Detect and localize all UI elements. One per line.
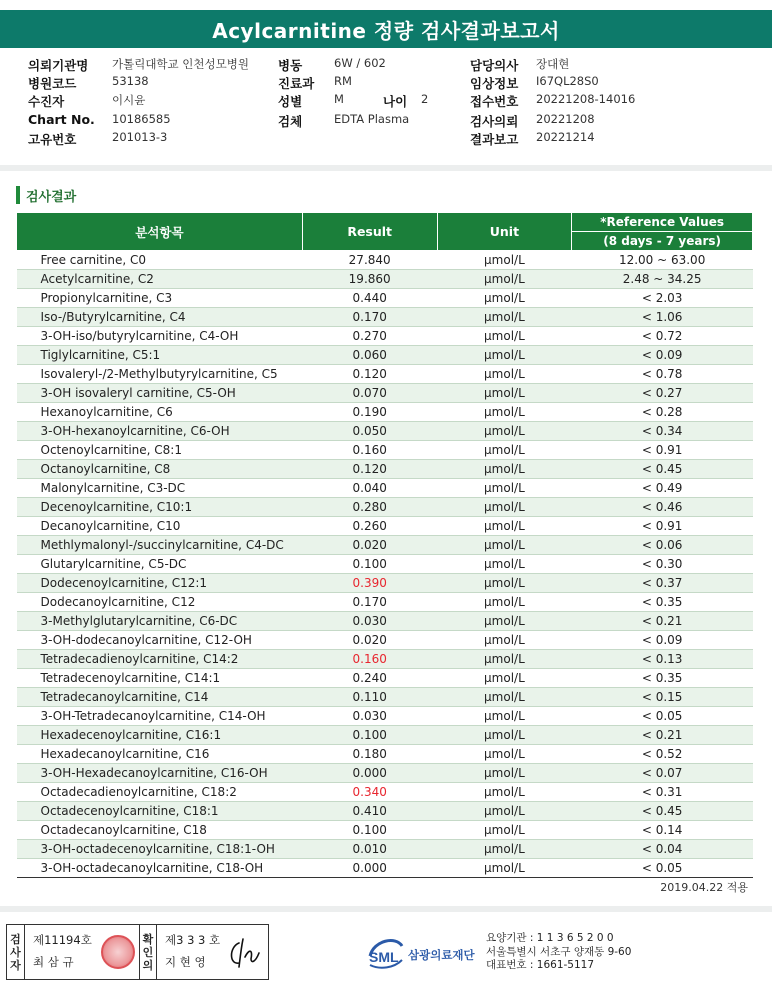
result-value: 0.270	[302, 327, 437, 346]
unit-cell: μmol/L	[437, 517, 572, 536]
result-value: 0.260	[302, 517, 437, 536]
analyte-name: Tetradecanoylcarnitine, C14	[17, 688, 303, 707]
official-seal-icon	[101, 935, 135, 969]
reference-value: < 0.30	[572, 555, 753, 574]
analyte-name: 3-OH-Hexadecanoylcarnitine, C16-OH	[17, 764, 303, 783]
table-row	[17, 289, 753, 308]
table-row	[17, 555, 753, 574]
table-row	[17, 460, 753, 479]
info-row	[28, 112, 758, 130]
confirmer-name: 지 현 영	[165, 955, 206, 969]
org-name: 삼광의료재단	[408, 948, 475, 962]
result-value: 0.240	[302, 669, 437, 688]
table-row	[17, 593, 753, 612]
reference-value: < 0.46	[572, 498, 753, 517]
analyte-name: 3-OH-iso/butyrylcarnitine, C4-OH	[17, 327, 303, 346]
patient-info	[28, 56, 758, 156]
tester-name: 최 삼 규	[33, 955, 74, 969]
reference-value: < 0.07	[572, 764, 753, 783]
unit-cell: μmol/L	[437, 479, 572, 498]
tester-label	[7, 925, 25, 979]
unit-cell: μmol/L	[437, 346, 572, 365]
analyte-name: 3-OH-dodecanoylcarnitine, C12-OH	[17, 631, 303, 650]
analyte-name: Tiglylcarnitine, C5:1	[17, 346, 303, 365]
info-label: 담당의사	[470, 58, 519, 73]
unit-cell: μmol/L	[437, 403, 572, 422]
unit-cell: μmol/L	[437, 859, 572, 878]
reference-value: < 0.04	[572, 840, 753, 859]
unit-cell: μmol/L	[437, 365, 572, 384]
analyte-name: Malonylcarnitine, C3-DC	[17, 479, 303, 498]
table-row	[17, 745, 753, 764]
reference-value: < 2.03	[572, 289, 753, 308]
analyte-name: Methlymalonyl-/succinylcarnitine, C4-DC	[17, 536, 303, 555]
unit-cell: μmol/L	[437, 251, 572, 270]
result-value: 27.840	[302, 251, 437, 270]
analyte-name: Dodecanoylcarnitine, C12	[17, 593, 303, 612]
info-value: M	[334, 92, 344, 106]
analyte-name: Octadecanoylcarnitine, C18	[17, 821, 303, 840]
info-value: 장대현	[536, 57, 570, 71]
info-label: 진료과	[278, 76, 315, 91]
analyte-name: Octenoylcarnitine, C8:1	[17, 441, 303, 460]
info-row	[28, 74, 758, 92]
confirmer-label-char: 인	[142, 945, 154, 959]
unit-cell: μmol/L	[437, 631, 572, 650]
result-value: 0.030	[302, 612, 437, 631]
table-row	[17, 536, 753, 555]
info-row	[28, 56, 758, 74]
info-value: 6W / 602	[334, 56, 386, 70]
table-row	[17, 574, 753, 593]
result-value: 0.020	[302, 536, 437, 555]
analyte-name: Glutarylcarnitine, C5-DC	[17, 555, 303, 574]
info-label: 임상정보	[470, 76, 519, 91]
table-row	[17, 707, 753, 726]
handwritten-signature-icon	[225, 935, 265, 971]
analyte-name: 3-Methylglutarylcarnitine, C6-DC	[17, 612, 303, 631]
reference-value: < 0.13	[572, 650, 753, 669]
info-label: 수진자	[28, 94, 65, 109]
header-unit: Unit	[437, 213, 572, 251]
header-reference-range: (8 days - 7 years)	[572, 232, 753, 251]
result-value: 0.280	[302, 498, 437, 517]
reference-value: < 0.05	[572, 707, 753, 726]
reference-value: < 0.78	[572, 365, 753, 384]
unit-cell: μmol/L	[437, 707, 572, 726]
info-value: 이시윤	[112, 93, 146, 107]
table-row	[17, 498, 753, 517]
unit-cell: μmol/L	[437, 650, 572, 669]
unit-cell: μmol/L	[437, 460, 572, 479]
result-value: 19.860	[302, 270, 437, 289]
analyte-name: Tetradecadienoylcarnitine, C14:2	[17, 650, 303, 669]
info-row	[28, 130, 758, 148]
header-result: Result	[302, 213, 437, 251]
analyte-name: Iso-/Butyrylcarnitine, C4	[17, 308, 303, 327]
org-phone: 대표번호 : 1661-5117	[486, 959, 595, 971]
institution-number: 요양기관 : 1 1 3 6 5 2 0 0	[486, 932, 614, 944]
analyte-name: Tetradecenoylcarnitine, C14:1	[17, 669, 303, 688]
unit-cell: μmol/L	[437, 726, 572, 745]
analyte-name: Free carnitine, C0	[17, 251, 303, 270]
reference-value: < 0.21	[572, 726, 753, 745]
result-value: 0.110	[302, 688, 437, 707]
info-label: 검체	[278, 114, 303, 129]
result-value: 0.190	[302, 403, 437, 422]
analyte-name: Isovaleryl-/2-Methylbutyrylcarnitine, C5	[17, 365, 303, 384]
org-info	[486, 932, 631, 973]
info-value: I67QL28S0	[536, 74, 599, 88]
reference-value: < 0.09	[572, 346, 753, 365]
info-label: 접수번호	[470, 94, 519, 109]
result-value: 0.170	[302, 308, 437, 327]
results-table	[16, 212, 753, 878]
result-value: 0.120	[302, 365, 437, 384]
table-row	[17, 327, 753, 346]
result-value: 0.000	[302, 859, 437, 878]
unit-cell: μmol/L	[437, 821, 572, 840]
tester-label-char: 자	[10, 958, 21, 972]
analyte-name: Propionylcarnitine, C3	[17, 289, 303, 308]
result-value: 0.070	[302, 384, 437, 403]
divider	[0, 906, 772, 912]
result-value: 0.120	[302, 460, 437, 479]
table-row	[17, 726, 753, 745]
info-value: 20221214	[536, 130, 595, 144]
reference-value: 12.00 ~ 63.00	[572, 251, 753, 270]
table-row	[17, 441, 753, 460]
table-row	[17, 650, 753, 669]
table-row	[17, 631, 753, 650]
info-label: 병동	[278, 58, 303, 73]
reference-value: < 0.15	[572, 688, 753, 707]
unit-cell: μmol/L	[437, 536, 572, 555]
reference-value: < 0.45	[572, 460, 753, 479]
analyte-name: Octadecadienoylcarnitine, C18:2	[17, 783, 303, 802]
unit-cell: μmol/L	[437, 498, 572, 517]
info-label: 의뢰기관명	[28, 58, 89, 73]
unit-cell: μmol/L	[437, 612, 572, 631]
reference-value: < 0.21	[572, 612, 753, 631]
info-label: 결과보고	[470, 132, 519, 147]
table-row	[17, 308, 753, 327]
analyte-name: Decanoylcarnitine, C10	[17, 517, 303, 536]
table-row	[17, 384, 753, 403]
result-value: 0.160	[302, 441, 437, 460]
info-value: RM	[334, 74, 352, 88]
info-value: 20221208	[536, 112, 595, 126]
table-row	[17, 346, 753, 365]
reference-value: < 1.06	[572, 308, 753, 327]
org-address: 서울특별시 서초구 양재동 9-60	[486, 945, 632, 958]
info-value: 53138	[112, 74, 149, 88]
unit-cell: μmol/L	[437, 593, 572, 612]
analyte-name: Octanoylcarnitine, C8	[17, 460, 303, 479]
unit-cell: μmol/L	[437, 270, 572, 289]
reference-value: < 0.91	[572, 517, 753, 536]
table-row	[17, 365, 753, 384]
analyte-name: 3-OH-octadecanoylcarnitine, C18-OH	[17, 859, 303, 878]
analyte-name: Decenoylcarnitine, C10:1	[17, 498, 303, 517]
reference-value: < 0.91	[572, 441, 753, 460]
reference-value: < 0.05	[572, 859, 753, 878]
result-value: 0.000	[302, 764, 437, 783]
result-value: 0.410	[302, 802, 437, 821]
unit-cell: μmol/L	[437, 384, 572, 403]
header-analyte: 분석항목	[17, 213, 303, 251]
section-title: 검사결과	[26, 189, 77, 205]
result-value: 0.340	[302, 783, 437, 802]
result-value: 0.100	[302, 821, 437, 840]
unit-cell: μmol/L	[437, 422, 572, 441]
result-value: 0.050	[302, 422, 437, 441]
reference-value: < 0.31	[572, 783, 753, 802]
result-value: 0.170	[302, 593, 437, 612]
result-value: 0.100	[302, 555, 437, 574]
result-value: 0.010	[302, 840, 437, 859]
info-label: 고유번호	[28, 132, 77, 147]
section-marker	[16, 186, 20, 204]
table-row	[17, 270, 753, 289]
result-value: 0.440	[302, 289, 437, 308]
unit-cell: μmol/L	[437, 745, 572, 764]
analyte-name: Hexadecenoylcarnitine, C16:1	[17, 726, 303, 745]
report-title: Acylcarnitine 정량 검사결과보고서	[0, 10, 772, 48]
reference-value: < 0.45	[572, 802, 753, 821]
info-label: 검사의뢰	[470, 114, 519, 129]
reference-value: < 0.35	[572, 593, 753, 612]
reference-value: < 0.37	[572, 574, 753, 593]
unit-cell: μmol/L	[437, 840, 572, 859]
table-row	[17, 517, 753, 536]
table-row	[17, 802, 753, 821]
info-row	[28, 92, 758, 110]
unit-cell: μmol/L	[437, 783, 572, 802]
tester-label-char: 검	[10, 932, 21, 946]
table-row	[17, 422, 753, 441]
reference-value: < 0.35	[572, 669, 753, 688]
tester-label-char: 사	[10, 945, 21, 959]
info-label: Chart No.	[28, 112, 95, 127]
info-value: 가톨릭대학교 인천성모병원	[112, 57, 249, 71]
table-row	[17, 688, 753, 707]
analyte-name: 3-OH-Tetradecanoylcarnitine, C14-OH	[17, 707, 303, 726]
analyte-name: Dodecenoylcarnitine, C12:1	[17, 574, 303, 593]
info-value: EDTA Plasma	[334, 112, 410, 126]
reference-value: < 0.27	[572, 384, 753, 403]
unit-cell: μmol/L	[437, 688, 572, 707]
unit-cell: μmol/L	[437, 289, 572, 308]
table-row	[17, 840, 753, 859]
signature-box	[6, 924, 269, 980]
unit-cell: μmol/L	[437, 308, 572, 327]
reference-value: < 0.52	[572, 745, 753, 764]
result-value: 0.100	[302, 726, 437, 745]
reference-value: 2.48 ~ 34.25	[572, 270, 753, 289]
info-value: 10186585	[112, 112, 171, 126]
reference-value: < 0.14	[572, 821, 753, 840]
info-value: 201013-3	[112, 130, 168, 144]
unit-cell: μmol/L	[437, 574, 572, 593]
sml-logo	[366, 932, 475, 970]
info-value: 2	[421, 92, 429, 106]
info-value: 20221208-14016	[536, 92, 636, 106]
result-value: 0.040	[302, 479, 437, 498]
table-row	[17, 403, 753, 422]
unit-cell: μmol/L	[437, 327, 572, 346]
info-label: 성별	[278, 94, 303, 109]
table-row	[17, 764, 753, 783]
table-row	[17, 669, 753, 688]
analyte-name: Hexadecanoylcarnitine, C16	[17, 745, 303, 764]
unit-cell: μmol/L	[437, 441, 572, 460]
reference-value: < 0.09	[572, 631, 753, 650]
table-row	[17, 612, 753, 631]
analyte-name: Hexanoylcarnitine, C6	[17, 403, 303, 422]
result-value: 0.060	[302, 346, 437, 365]
confirmer-label-char: 의	[142, 958, 154, 972]
result-value: 0.180	[302, 745, 437, 764]
analyte-name: 3-OH-hexanoylcarnitine, C6-OH	[17, 422, 303, 441]
unit-cell: μmol/L	[437, 555, 572, 574]
confirmer-label-char: 확	[142, 932, 154, 946]
info-label: 병원코드	[28, 76, 77, 91]
reference-value: < 0.06	[572, 536, 753, 555]
result-value: 0.020	[302, 631, 437, 650]
confirmer-license-no: 제3 3 3 호	[165, 933, 221, 947]
confirmer-label	[139, 925, 157, 979]
unit-cell: μmol/L	[437, 802, 572, 821]
reference-value: < 0.49	[572, 479, 753, 498]
table-row	[17, 821, 753, 840]
unit-cell: μmol/L	[437, 764, 572, 783]
analyte-name: 3-OH-octadecenoylcarnitine, C18:1-OH	[17, 840, 303, 859]
result-value: 0.030	[302, 707, 437, 726]
sml-logo-icon	[366, 932, 404, 970]
analyte-name: Octadecenoylcarnitine, C18:1	[17, 802, 303, 821]
section-header	[16, 185, 76, 205]
tester-license-no: 제11194호	[33, 933, 92, 947]
unit-cell: μmol/L	[437, 669, 572, 688]
info-label: 나이	[383, 94, 408, 109]
table-row	[17, 479, 753, 498]
analyte-name: Acetylcarnitine, C2	[17, 270, 303, 289]
table-row	[17, 783, 753, 802]
reference-value: < 0.72	[572, 327, 753, 346]
header-reference: *Reference Values	[572, 213, 753, 232]
applied-date-note: 2019.04.22 적용	[660, 881, 748, 894]
result-value: 0.390	[302, 574, 437, 593]
analyte-name: 3-OH isovaleryl carnitine, C5-OH	[17, 384, 303, 403]
table-row	[17, 859, 753, 878]
logo-letters: SML	[369, 949, 399, 965]
table-row	[17, 251, 753, 270]
result-value: 0.160	[302, 650, 437, 669]
reference-value: < 0.28	[572, 403, 753, 422]
reference-value: < 0.34	[572, 422, 753, 441]
divider	[0, 165, 772, 171]
